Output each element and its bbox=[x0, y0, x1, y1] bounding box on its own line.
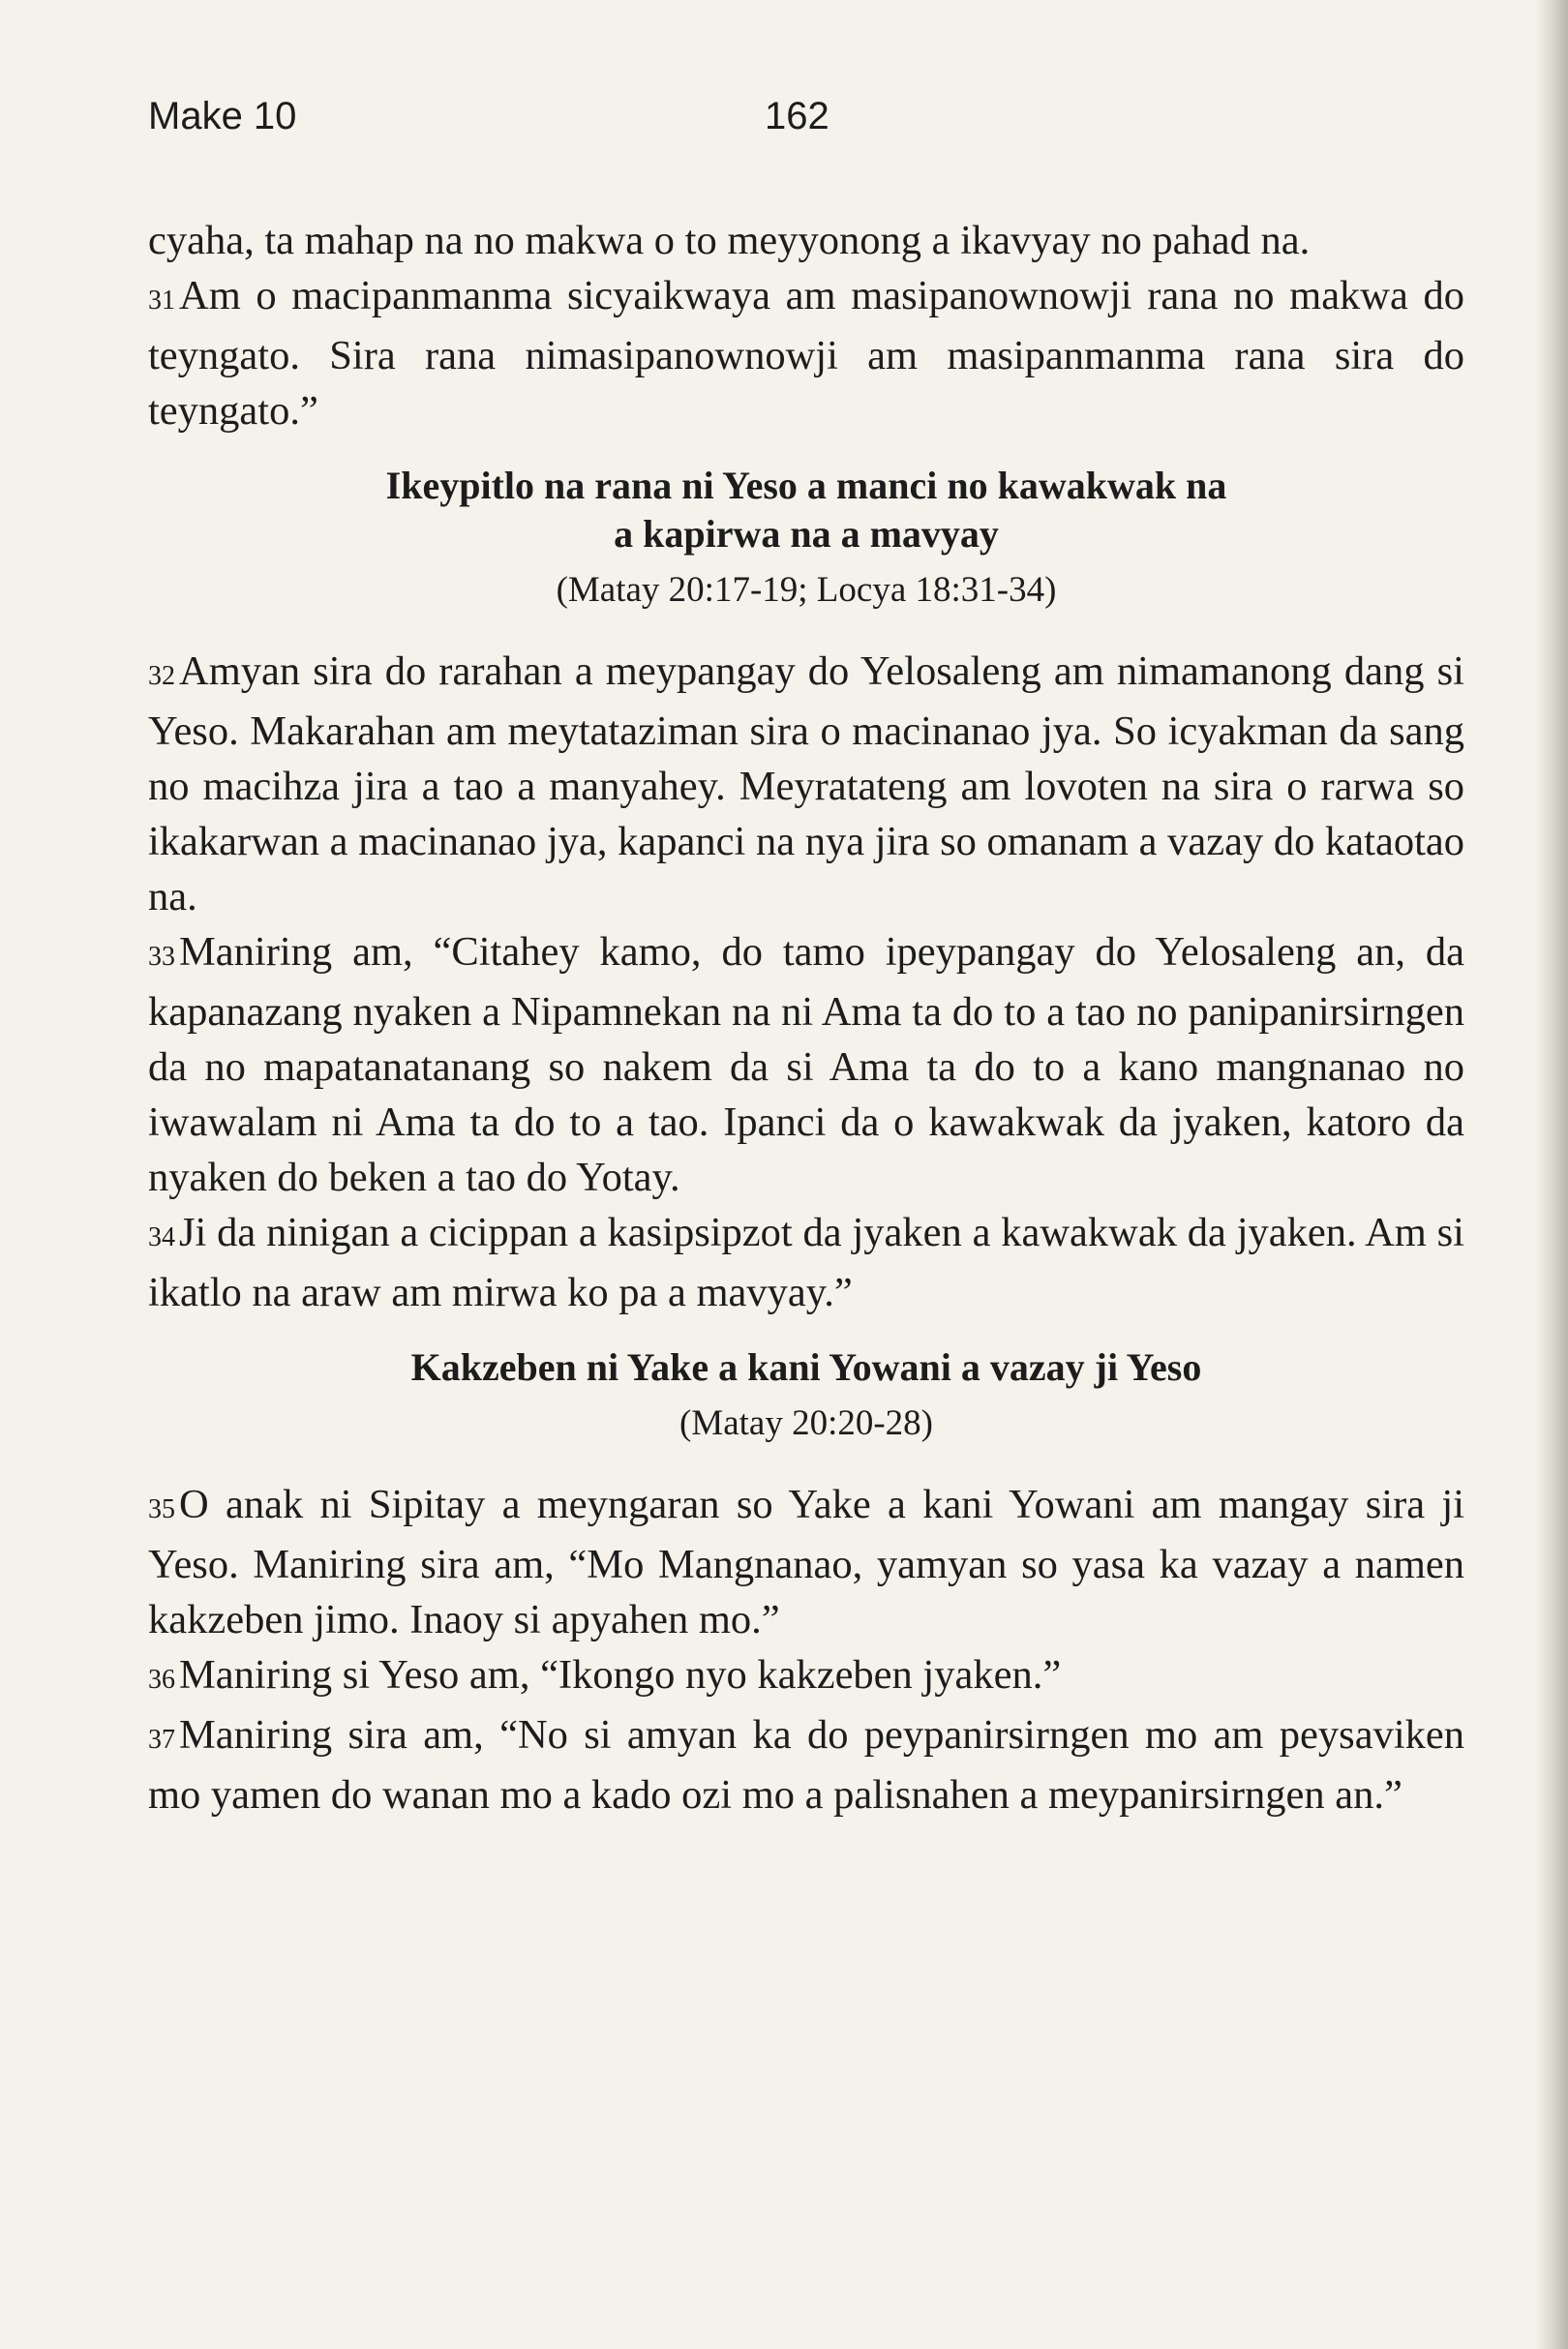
verse-37 bbox=[148, 1707, 1464, 1822]
verse-number: 31 bbox=[148, 286, 175, 316]
section-heading bbox=[148, 1343, 1464, 1392]
section-heading-line-2: a kapirwa na a mavyay bbox=[614, 512, 999, 556]
verse-text: Maniring sira am, “No si amyan ka do peypanirsirngen mo am peysaviken mo yamen do wanan mo a kado ozi mo a palisnahen a meypanirsirngen an.” bbox=[148, 1712, 1464, 1818]
verse-number: 36 bbox=[148, 1665, 175, 1695]
verse-text: Maniring si Yeso am, “Ikongo nyo kakzeben jyaken.” bbox=[179, 1652, 1062, 1698]
page-edge-shadow bbox=[1535, 0, 1568, 2349]
verse-number: 37 bbox=[148, 1725, 175, 1755]
verse-number: 33 bbox=[148, 942, 175, 972]
section-heading-line-1: Kakzeben ni Yake a kani Yowani a vazay ji Yeso bbox=[410, 1345, 1202, 1389]
verse-text: Maniring am, “Citahey kamo, do tamo ipeypangay do Yelosaleng an, da kapanazang nyaken a Nipamnekan na ni Ama ta do to a tao no panipanirsirngen da no mapatanatanang so nakem da si Ama ta do to a kano mangnanao no iwawalam ni Ama ta do to a tao. Ipanci da o kawakwak da jyaken, katoro da nyaken do beken a tao do Yotay. bbox=[148, 929, 1464, 1200]
verse-33 bbox=[148, 924, 1464, 1205]
section-heading-line-1: Ikeypitlo na rana ni Yeso a manci no kawakwak na bbox=[385, 464, 1227, 507]
verse-number: 35 bbox=[148, 1494, 175, 1524]
verse-34 bbox=[148, 1205, 1464, 1320]
verse-31 bbox=[148, 268, 1464, 438]
scripture-text bbox=[148, 213, 1464, 1822]
cross-reference: (Matay 20:17-19; Locya 18:31-34) bbox=[556, 570, 1057, 610]
running-header: Make 10 bbox=[148, 95, 297, 137]
verse-text: Ji da ninigan a cicippan a kasipsipzot da jyaken a kawakwak da jyaken. Am si ikatlo na araw am mirwa ko pa a mavyay.” bbox=[148, 1210, 1464, 1315]
paragraph-continuation: cyaha, ta mahap na no makwa o to meyyonong a ikavyay no pahad na. bbox=[148, 218, 1311, 263]
page-number: 162 bbox=[765, 95, 829, 137]
verse-36 bbox=[148, 1647, 1464, 1707]
verse-number: 32 bbox=[148, 661, 175, 691]
cross-reference: (Matay 20:20-28) bbox=[678, 1403, 934, 1443]
verse-32 bbox=[148, 644, 1464, 924]
verse-text: Am o macipanmanma sicyaikwaya am masipanownowji rana no makwa do teyngato. Sira rana nimasipanownowji am masipanmanma rana sira do teyngato.” bbox=[148, 273, 1464, 434]
section-heading bbox=[148, 462, 1464, 558]
verse-text: Amyan sira do rarahan a meypangay do Yelosaleng am nimamanong dang si Yeso. Makarahan am meytataziman sira o macinanao jya. So icyakman da sang no macihza jira a tao a manyahey. Meyratateng am lovoten na sira o rarwa so ikakarwan a macinanao jya, kapanci na nya jira so omanam a vazay do kataotao na. bbox=[148, 648, 1464, 919]
verse-number: 34 bbox=[148, 1222, 175, 1252]
verse-35 bbox=[148, 1477, 1464, 1647]
verse-text: O anak ni Sipitay a meyngaran so Yake a kani Yowani am mangay sira ji Yeso. Maniring sira am, “Mo Mangnanao, yamyan so yasa ka vazay a namen kakzeben jimo. Inaoy si apyahen mo.” bbox=[148, 1482, 1464, 1642]
